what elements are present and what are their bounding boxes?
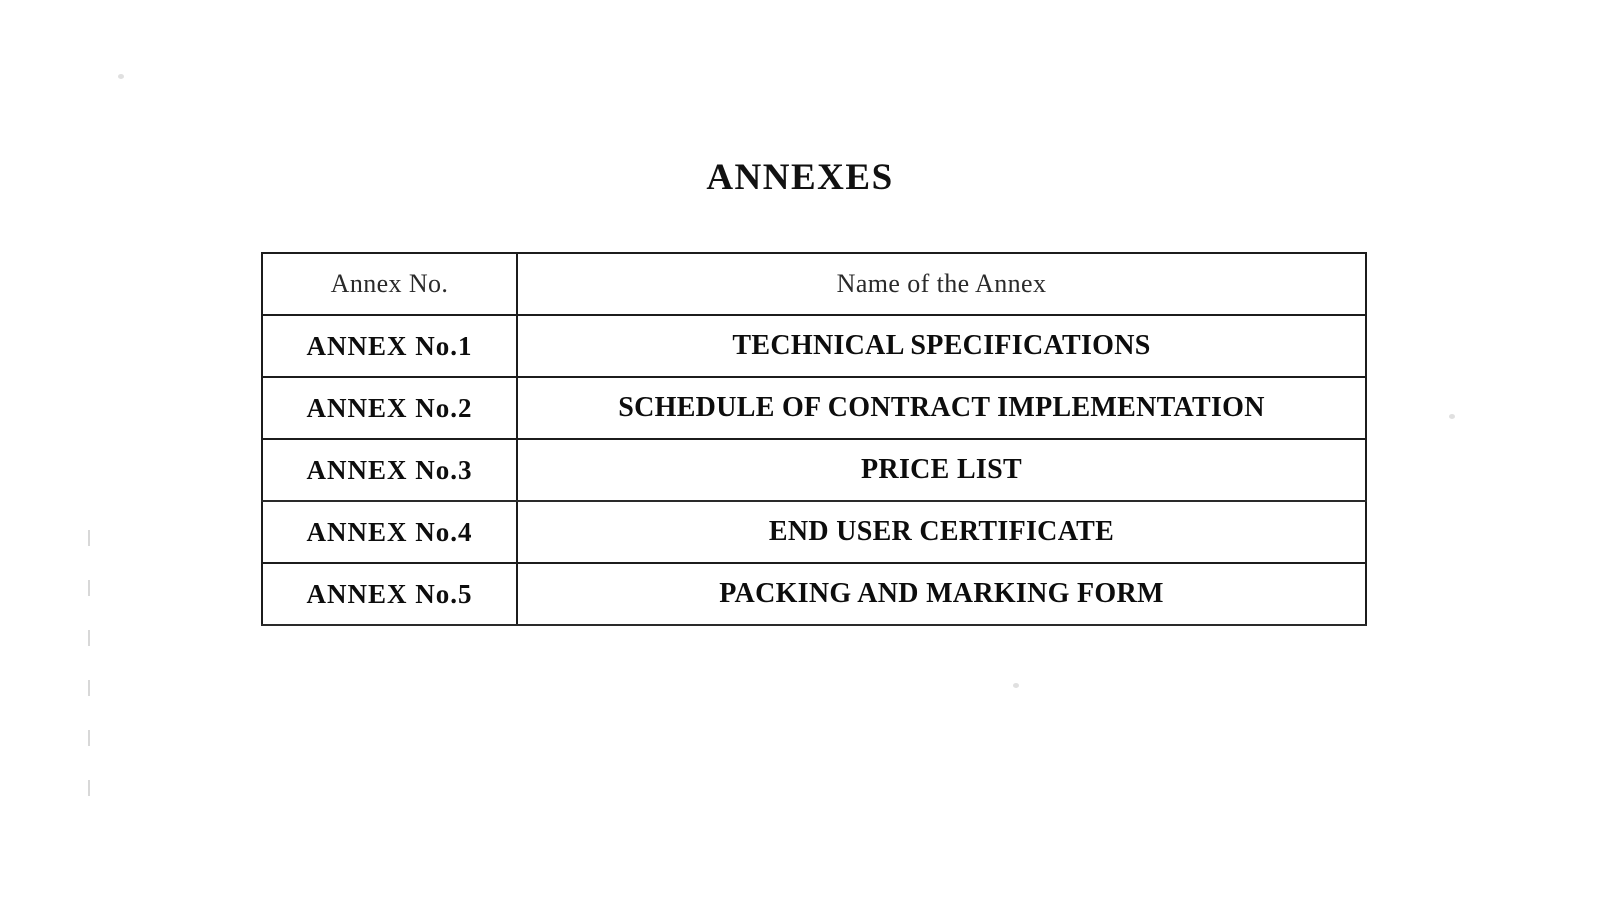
cell-annex-no: ANNEX No.4: [262, 501, 517, 563]
cell-annex-name: PRICE LIST: [517, 439, 1366, 501]
column-header-annex-no: Annex No.: [262, 253, 517, 315]
table-row: [262, 377, 1366, 439]
cell-annex-no: ANNEX No.3: [262, 439, 517, 501]
cell-annex-no: ANNEX No.5: [262, 563, 517, 625]
cell-annex-no: ANNEX No.2: [262, 377, 517, 439]
cell-annex-no: ANNEX No.1: [262, 315, 517, 377]
table-row: [262, 563, 1366, 625]
annexes-table: [261, 252, 1367, 626]
annexes-table-container: [261, 252, 1367, 626]
scan-speck: [118, 74, 124, 79]
column-header-annex-name: Name of the Annex: [517, 253, 1366, 315]
table-row: [262, 501, 1366, 563]
cell-annex-name: TECHNICAL SPECIFICATIONS: [517, 315, 1366, 377]
table-header: [262, 253, 1366, 315]
cell-annex-name: PACKING AND MARKING FORM: [517, 563, 1366, 625]
table-row: [262, 439, 1366, 501]
cell-annex-name: END USER CERTIFICATE: [517, 501, 1366, 563]
scan-speck: [1013, 683, 1019, 688]
scan-speck: [1449, 414, 1455, 419]
table-body: [262, 315, 1366, 625]
scan-artifact-marks: [88, 530, 94, 860]
table-row: [262, 315, 1366, 377]
table-header-row: [262, 253, 1366, 315]
page-title: ANNEXES: [706, 157, 894, 198]
cell-annex-name: SCHEDULE OF CONTRACT IMPLEMENTATION: [517, 377, 1366, 439]
